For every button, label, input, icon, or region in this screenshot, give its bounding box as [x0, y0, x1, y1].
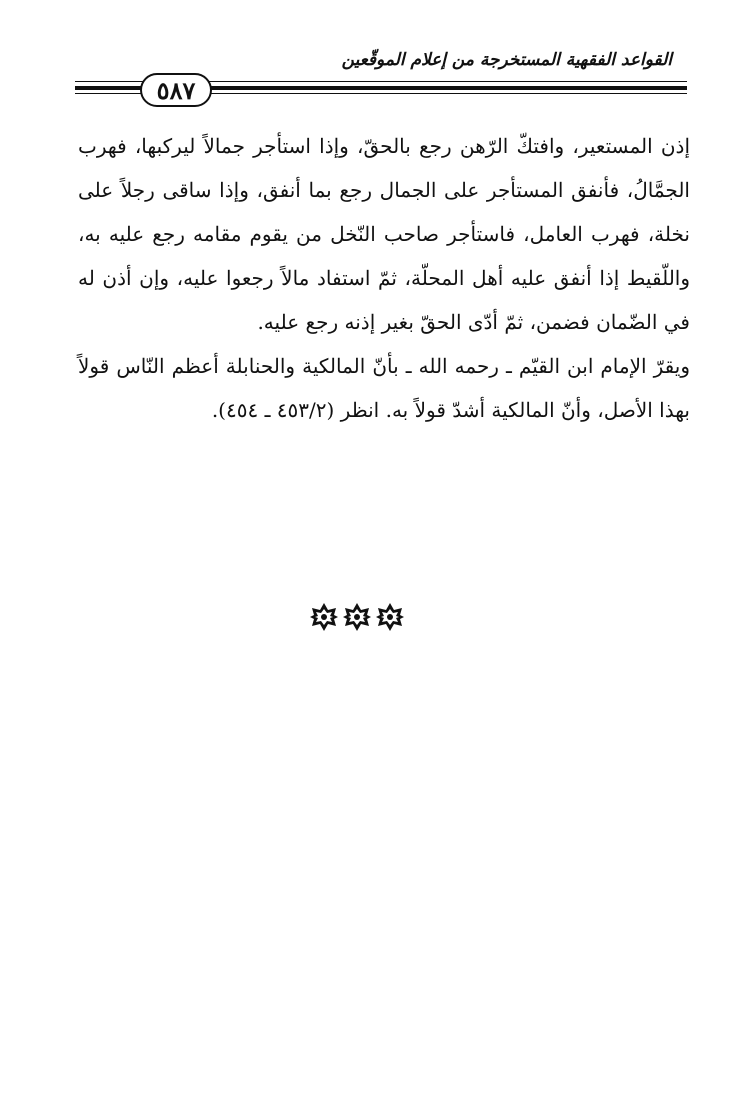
section-end-ornament: [309, 601, 405, 633]
paragraph-2: ويقرّ الإمام ابن القيّم ـ رحمه الله ـ بأنّ المالكية والحنابلة أعظم النّاس قولاً بهذا الأصل، وأنّ المالكية أشدّ قولاً به. انظر (٤٥٣/٢ ـ ٤٥٤).: [78, 354, 690, 422]
running-header-title: القواعد الفقهية المستخرجة من إعلام الموقّعين: [341, 50, 672, 70]
page-number: ٥٨٧: [140, 73, 212, 107]
body-text: [78, 124, 690, 432]
star-ornament-icon: [375, 602, 405, 632]
star-ornament-icon: [342, 602, 372, 632]
paragraph-1: إذن المستعير، وافتكّ الرّهن رجع بالحقّ، وإذا استأجر جمالاً ليركبها، فهرب الجمَّالُ، فأنفق المستأجر على الجمال رجع بما أنفق، وإذا ساقى رجلاً على نخلة، فهرب العامل، فاستأجر صاحب النّخل من يقوم مقامه رجع عليه به، واللّقيط إذا أنفق عليه أهل المحلّة، ثمّ استفاد مالاً رجعوا عليه، وإن أذن له في الضّمان فضمن، ثمّ أدّى الحقّ بغير إذنه رجع عليه.: [78, 134, 690, 334]
star-ornament-icon: [309, 602, 339, 632]
